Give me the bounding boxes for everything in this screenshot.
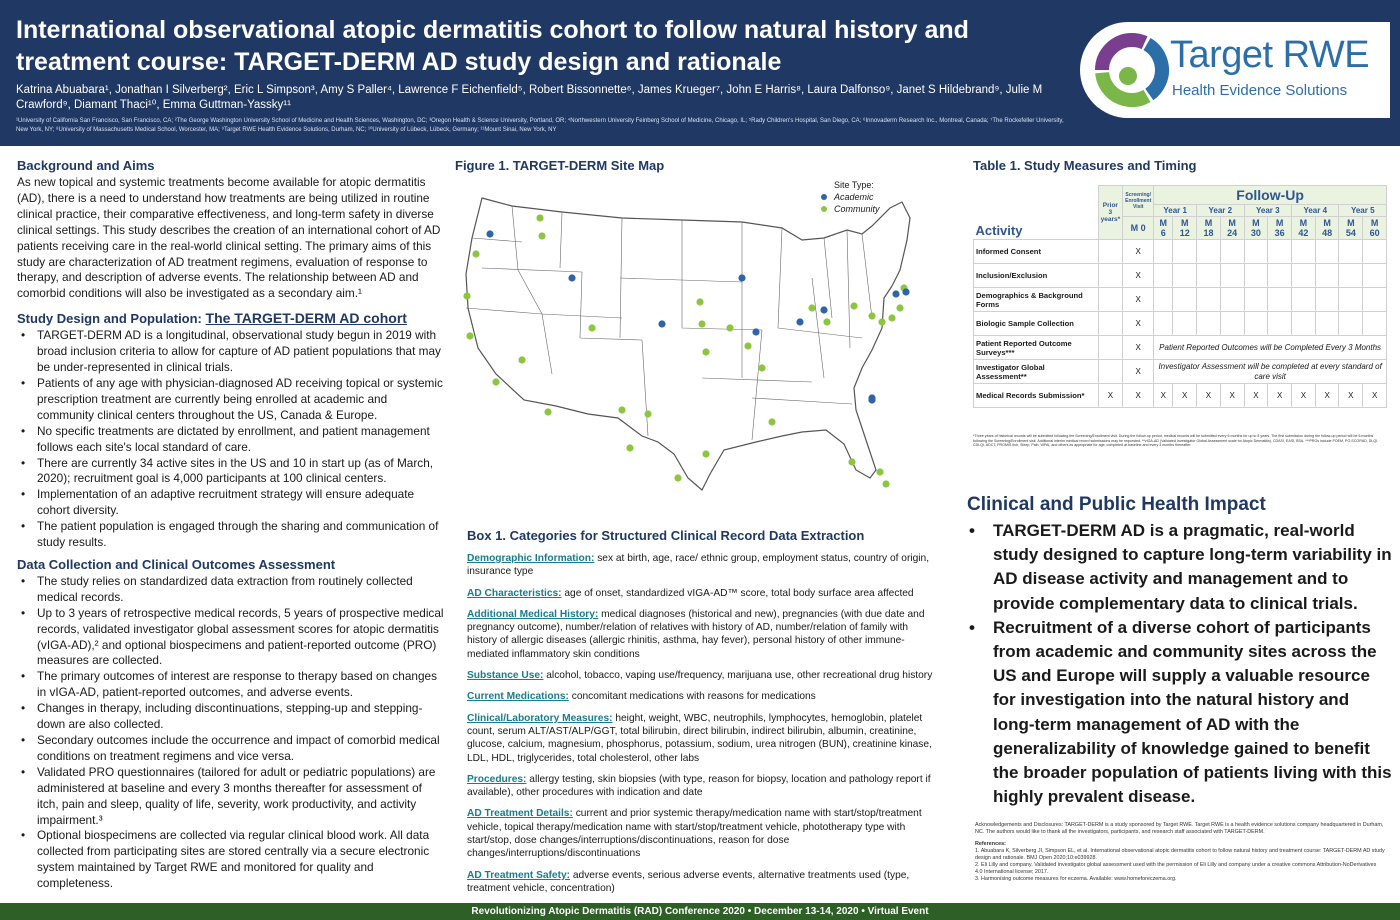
reference-item: 3. Harmonising outcome measures for eczema. Available: www.homeforeczema.org. (975, 876, 1177, 882)
design-heading-text: Study Design and Population: (17, 311, 202, 327)
community-site-marker (758, 364, 765, 371)
table-cell: X (1123, 384, 1154, 408)
box1-item-value: allergy testing, skin biopsies (with type, reason for biopsy, location and pathology report if available), other procedures with indication and date (467, 773, 931, 799)
table-cell (1315, 240, 1339, 264)
table-cell (1154, 288, 1173, 312)
legend-community-dot (821, 206, 827, 212)
month-header: M 60 (1363, 217, 1387, 240)
month-header: M 36 (1268, 217, 1292, 240)
table-cell (1363, 264, 1387, 288)
table-cell (1098, 360, 1123, 384)
collection-bullet: • The study relies on standardized data extraction from routinely collected medical records. (17, 574, 445, 606)
table-cell: X (1363, 384, 1387, 408)
table-cell: Inclusion/Exclusion (974, 264, 1099, 288)
background-heading: Background and Aims (17, 158, 155, 173)
impact-bullet: • Recruitment of a diverse cohort of participants from academic and community sites across the US and Europe will supply a valuable resource for investigation into the natural history and long-term management of AD with the generalizability of knowledge gained to benefit the broader population of patients living with this highly prevalent disease. (967, 616, 1392, 810)
table-cell: X (1123, 264, 1154, 288)
activity-header: Activity (975, 223, 1023, 238)
academic-site-marker (738, 274, 745, 281)
table-cell (1154, 264, 1173, 288)
box1-item-value: medical diagnoses (historical and new), pregnancies (with due date and pregnancy outcome), number/relation of relatives with history of AD, number/relation of family with history of allergic diseases (allergic rhinitis, asthma, hay fever), personal history of other immune-mediated inflammatory skin conditions (467, 608, 925, 660)
screening-header: Screening/ Enrollment Visit (1123, 186, 1154, 217)
month-header: M 0 (1123, 217, 1154, 240)
legend-community: Community (834, 204, 880, 214)
table-cell: X (1123, 336, 1154, 360)
community-site-marker (696, 298, 703, 305)
table-row (974, 240, 1387, 264)
table-body (974, 240, 1387, 408)
table-cell (1363, 312, 1387, 336)
table-cell: Patient Reported Outcome Surveys*** (974, 336, 1099, 360)
community-site-marker (472, 250, 479, 257)
logo-mark-icon (1092, 30, 1172, 110)
table-cell (1173, 240, 1197, 264)
box1-item (467, 712, 937, 765)
design-bullets (17, 328, 445, 551)
table-row (974, 384, 1387, 408)
logo-name: Target RWE (1170, 34, 1370, 76)
academic-site-marker (868, 394, 875, 401)
background-text: As new topical and systemic treatments become available for atopic dermatitis (AD), there is a need to understand how treatments are being utilized in routine clinical practice, their comparative effectiveness, and long-term safety in diverse clinical settings. This study describes the creation of an international cohort of AD patients receiving care in the real-world clinical setting. The primary aims of this study are characterization of AD treatment regimens, evaluation of response to therapy, and description of adverse events. The relationship between AD and comorbid conditions will also be investigated as a secondary aim.¹ (17, 175, 441, 301)
academic-site-marker (796, 318, 803, 325)
community-site-marker (518, 356, 525, 363)
table-cell (1098, 288, 1123, 312)
collection-bullet: • Optional biospecimens are collected via regular clinical blood work. All data collected from participating sites are stored centrally via a secure electronic system maintained by Target RWE and monitored for quality and completeness. (17, 828, 445, 892)
month-header: M 18 (1197, 217, 1221, 240)
community-site-marker (868, 312, 875, 319)
box1-content (467, 552, 937, 903)
table-cell (1315, 312, 1339, 336)
month-header: M 42 (1292, 217, 1316, 240)
box1-item-value: current and prior systemic therapy/medication name with start/stop/treatment vehicle, topical therapy/medication name with start/stop/treatment vehicle, phototherapy type with start/stop, dose changes/interruptions/discontinuations, reason for dose changes/interruptions/discontinuations (467, 808, 922, 860)
footer-bar: Revolutionizing Atopic Dermatitis (RAD) Conference 2020 • December 13-14, 2020 • Virtual Event (0, 903, 1400, 920)
reference-item: 2. Eli Lilly and company. Validated investigator global assessment used with the permission of Eli Lilly and company under a creative commons Attribution-NoDerivatives 4.0 International license; 2017. (975, 862, 1377, 875)
us-map-outline (466, 198, 910, 490)
table-cell (1339, 312, 1363, 336)
table-cell (1173, 288, 1197, 312)
box1-item (467, 807, 937, 860)
design-heading (17, 310, 445, 326)
collection-bullet: • The primary outcomes of interest are response to therapy based on changes in vIGA-AD, patient-reported outcomes, and adverse events. (17, 669, 445, 701)
box1-item-key: Demographic Information: (467, 553, 595, 564)
impact-title: Clinical and Public Health Impact (967, 494, 1266, 515)
academic-site-marker (902, 288, 909, 295)
community-site-marker (698, 320, 705, 327)
month-header: M 48 (1315, 217, 1339, 240)
box1-item (467, 690, 937, 703)
box1-item-value: age of onset, standardized vIGA-AD™ score, total body surface area affected (561, 587, 914, 599)
table-cell: Medical Records Submission* (974, 384, 1099, 408)
community-site-marker (626, 444, 633, 451)
box1-item (467, 869, 937, 896)
affiliations: ¹University of California San Francisco, San Francisco, CA; ²The George Washington University School of Medicine and Health Sciences, Washington, DC; ³Oregon Health & Science University, Portland, OR; ⁴Northwestern University Feinberg School of Medicine, Chicago, IL; ⁵Rady Children's Hospital, San Diego, CA; ⁶Innovaderm Research Inc., Montreal, Canada; ⁷The Rockefeller University, New York, NY; ⁸University of Massachusetts Medical School, Worcester, MA; ⁹Target RWE Health Evidence Solutions, Durham, NC; ¹⁰University of Lübeck, Lübeck, Germany; ¹¹Mount Sinai, New York, NY (16, 118, 1064, 133)
month-header: M 24 (1220, 217, 1244, 240)
year-header: Year 2 (1197, 205, 1244, 217)
table-row (974, 288, 1387, 312)
community-site-marker (888, 314, 895, 321)
table-cell (1098, 336, 1123, 360)
community-site-marker (896, 304, 903, 311)
box1-item-value: height, weight, WBC, neutrophils, lymphocytes, hemoglobin, platelet count, serum ALT/AST/ALP/GGT, total bilirubin, direct bilirubin, indirect bilirubin, albumin, creatinine, glucose, calcium, magnesium, phosphorus, potassium, sodium, urea nitrogen (BUN), creatinine kinase, LDL, HDL, triglycerides, total cholesterol, other labs (467, 712, 932, 764)
community-site-marker (726, 324, 733, 331)
table-cell (1173, 264, 1197, 288)
month-header: M 30 (1244, 217, 1268, 240)
prior-header: Prior 3 years* (1098, 186, 1123, 240)
community-site-marker (823, 318, 830, 325)
table-cell: X (1315, 384, 1339, 408)
table-cell (1154, 240, 1173, 264)
table-cell: X (1268, 384, 1292, 408)
followup-header: Follow-Up (1154, 186, 1387, 205)
table-cell: X (1123, 360, 1154, 384)
table-cell (1154, 312, 1173, 336)
author-list: Katrina Abuabara¹, Jonathan I Silverberg², Eric L Simpson³, Amy S Paller⁴, Lawrence F Eichenfield⁵, Robert Bissonnette⁶, James Krueger⁷, John E Harris⁸, Laura Dalfonso⁹, Janet S Hildebrand⁹, Julie M Crawford⁹, Diamant Thaci¹⁰, Emma Guttman-Yassky¹¹ (16, 84, 1043, 111)
box1-item-key: Clinical/Laboratory Measures: (467, 712, 613, 724)
box1-item-value: alcohol, tobacco, vaping use/frequency, marijuana use, other recreational drug history (543, 670, 933, 682)
acknowledgements (975, 822, 1385, 883)
community-site-marker (882, 480, 889, 487)
table-cell: Investigator Global Assessment** (974, 360, 1099, 384)
academic-site-marker (892, 290, 899, 297)
community-site-marker (536, 214, 543, 221)
logo-tagline: Health Evidence Solutions (1172, 82, 1348, 99)
community-site-marker (588, 324, 595, 331)
table-cell: X (1154, 384, 1173, 408)
table-cell (1220, 240, 1244, 264)
collection-bullets (17, 574, 445, 892)
table-cell (1363, 240, 1387, 264)
table-cell: X (1123, 312, 1154, 336)
poster-header (0, 0, 1400, 146)
box1-item-key: Current Medications: (467, 691, 569, 703)
community-site-marker (618, 406, 625, 413)
design-bullet: • There are currently 34 active sites in the US and 10 in start up (as of March, 2020); recruitment goal is 4,000 participants at 100 clinical centers. (17, 456, 445, 488)
community-site-marker (808, 304, 815, 311)
table-cell (1220, 264, 1244, 288)
figure-title: Figure 1. TARGET-DERM Site Map (455, 158, 665, 173)
collection-heading: Data Collection and Clinical Outcomes Assessment (17, 556, 336, 572)
table-cell: X (1339, 384, 1363, 408)
table-cell (1197, 312, 1221, 336)
table-note: *Three years of historical records will be submitted following the Screening/Enrollment visit. During the follow-up period, medical records will be submitted every 6 months for up to 5 years. The first submission during the follow-up period will be 6 months following the Screening/Enrollment visit. Additional interim medical record submissions may be requested. **vIGA-AD (Validated Investigator Global Assessment scale for Atopic Dermatitis), CDASI, EASI, BSA. ***PROs include POEM, PO-SCORAD, DLQI, CDLQI, ADCT, PROMIS Itch, Sleep, Pain, WPAI, and others as appropriate for age; completed at baseline and every 3 months thereafter. (973, 434, 1379, 448)
community-site-marker (768, 418, 775, 425)
box1-item-key: Substance Use: (467, 670, 544, 682)
table-cell (1292, 288, 1316, 312)
year-header: Year 4 (1292, 205, 1339, 217)
box1-item (467, 552, 937, 579)
academic-site-marker (820, 306, 827, 313)
community-site-marker (544, 408, 551, 415)
table-cell: Investigator Assessment will be completed at every standard of care visit (1154, 360, 1387, 384)
table-cell (1197, 240, 1221, 264)
community-site-marker (644, 410, 651, 417)
table-cell (1098, 264, 1123, 288)
table-cell (1197, 264, 1221, 288)
table-cell (1220, 288, 1244, 312)
table-cell (1098, 312, 1123, 336)
reference-item: 1. Abuabara K, Silverberg JI, Simpson EL, et al. International observational atopic dermatitis cohort to follow natural history and treatment course: TARGET-DERM AD study design and rationale. BMJ Open 2020;10:e039928. (975, 848, 1385, 861)
design-bullet: • No specific treatments are dictated by enrollment, and patient management follows each site's local standard of care. (17, 424, 445, 456)
year-header: Year 1 (1154, 205, 1197, 217)
table-cell (1173, 312, 1197, 336)
month-header: M 54 (1339, 217, 1363, 240)
box1-item-value: adverse events, serious adverse events, alternative treatments used (type, treatment vehicle, concentration) (467, 869, 910, 894)
references-list (975, 848, 1385, 883)
box1-title: Box 1. Categories for Structured Clinical Record Data Extraction (467, 528, 865, 543)
table-cell: Patient Reported Outcomes will be Completed Every 3 Months (1154, 336, 1387, 360)
community-site-marker (466, 332, 473, 339)
box1-item-key: AD Characteristics: (467, 587, 562, 599)
month-header: M 12 (1173, 217, 1197, 240)
impact-bullet: • TARGET-DERM AD is a pragmatic, real-world study designed to capture long-term variability in AD disease activity and management and to provide complementary data to clinical trials. (967, 519, 1392, 616)
box1-item (467, 587, 937, 600)
table-cell (1268, 240, 1292, 264)
community-site-marker (876, 468, 883, 475)
box1-item (467, 773, 937, 800)
ack-text: Acknowledgements and Disclosures: TARGET-DERM is a study sponsored by Target RWE. Target RWE is a health evidence solutions company headquartered in Durham, NC. The authors would like to thank all the investigators, participants, and research staff associated with TARGET-DERM. (975, 822, 1384, 835)
table-cell: X (1123, 240, 1154, 264)
community-site-marker (674, 474, 681, 481)
community-site-marker (463, 292, 470, 299)
community-site-marker (702, 450, 709, 457)
community-site-marker (848, 458, 855, 465)
table-cell (1292, 240, 1316, 264)
year-header: Year 5 (1339, 205, 1387, 217)
box1-item (467, 669, 937, 682)
collection-bullet: • Validated PRO questionnaires (tailored for adult or pediatric populations) are administered at baseline and every 3 months thereafter for assessment of itch, pain and sleep, quality of life, severity, work productivity, and activity impairment.³ (17, 765, 445, 829)
table-cell (1339, 264, 1363, 288)
table-cell: X (1220, 384, 1244, 408)
table-cell (1098, 240, 1123, 264)
table-cell (1292, 312, 1316, 336)
table-row (974, 360, 1387, 384)
table-cell: X (1098, 384, 1123, 408)
poster-title: International observational atopic dermatitis cohort to follow natural history and treatment course: TARGET-DERM AD study design and rationale (16, 16, 969, 76)
table-cell: Demographics & Background Forms (974, 288, 1099, 312)
table-cell (1268, 288, 1292, 312)
table-cell: X (1123, 288, 1154, 312)
academic-site-marker (752, 328, 759, 335)
design-bullet: • The patient population is engaged through the sharing and communication of study results. (17, 519, 445, 551)
academic-site-marker (486, 230, 493, 237)
table-row (974, 264, 1387, 288)
target-rwe-logo (1080, 22, 1390, 118)
box1-item-key: AD Treatment Safety: (467, 869, 571, 881)
table-cell (1268, 264, 1292, 288)
table-cell (1315, 264, 1339, 288)
design-bullet: • Implementation of an adaptive recruitment strategy will ensure adequate cohort diversity. (17, 487, 445, 519)
table-cell (1244, 264, 1268, 288)
table-cell: X (1292, 384, 1316, 408)
community-site-marker (702, 348, 709, 355)
table-cell (1197, 288, 1221, 312)
table-cell (1315, 288, 1339, 312)
table-cell (1244, 288, 1268, 312)
table-cell (1339, 240, 1363, 264)
table-row (974, 312, 1387, 336)
box1-item-value: sex at birth, age, race/ ethnic group, employment status, country of origin, insurance type (467, 553, 930, 578)
table-cell (1268, 312, 1292, 336)
box1-item-key: AD Treatment Details: (467, 808, 573, 820)
community-site-marker (744, 342, 751, 349)
year-header: Year 3 (1244, 205, 1291, 217)
study-measures-table (973, 185, 1387, 408)
community-site-marker (850, 302, 857, 309)
box1-item (467, 608, 937, 661)
legend-academic: Academic (834, 192, 874, 202)
legend-title: Site Type: (834, 180, 874, 190)
table-cell (1244, 312, 1268, 336)
table1-title: Table 1. Study Measures and Timing (973, 158, 1197, 173)
cohort-link[interactable]: The TARGET-DERM AD cohort (205, 310, 407, 327)
table-cell (1292, 264, 1316, 288)
month-header: M 6 (1154, 217, 1173, 240)
table-cell: X (1244, 384, 1268, 408)
site-map (452, 178, 950, 498)
table-row (974, 336, 1387, 360)
academic-site-marker (658, 320, 665, 327)
table-cell (1363, 288, 1387, 312)
academic-site-marker (568, 274, 575, 281)
box1-item-key: Additional Medical History: (467, 608, 599, 620)
table-cell: Informed Consent (974, 240, 1099, 264)
table-cell: X (1197, 384, 1221, 408)
table-cell (1339, 288, 1363, 312)
design-bullet: • TARGET-DERM AD is a longitudinal, observational study begun in 2019 with broad inclusion criteria to allow for capture of AD patient populations that may be under-represented in clinical trials. (17, 328, 445, 376)
table-cell (1220, 312, 1244, 336)
collection-bullet: • Secondary outcomes include the occurrence and impact of comorbid medical conditions on treatment regimens and vice versa. (17, 733, 445, 765)
legend-academic-dot (821, 194, 827, 200)
community-site-marker (492, 378, 499, 385)
table-cell: Biologic Sample Collection (974, 312, 1099, 336)
community-site-marker (538, 232, 545, 239)
left-column (17, 158, 445, 892)
table-cell (1244, 240, 1268, 264)
box1-item-value: concomitant medications with reasons for medications (568, 691, 816, 703)
collection-bullet: • Up to 3 years of retrospective medical records, 5 years of prospective medical records, validated investigator global assessment scores for atopic dermatitis (vIGA-AD),² and optional biospecimens and patient-reported outcome (PRO) measures are collected. (17, 606, 445, 670)
collection-bullet: • Changes in therapy, including discontinuations, stepping-up and stepping-down are also collected. (17, 701, 445, 733)
references-heading: References: (975, 841, 1006, 847)
design-bullet: • Patients of any age with physician-diagnosed AD receiving topical or systemic prescription treatment are currently being enrolled at academic and community clinical centers throughout the US, Canada & Europe. (17, 376, 445, 424)
box1-item-key: Procedures: (467, 773, 527, 785)
impact-bullets (967, 519, 1392, 809)
community-site-marker (878, 318, 885, 325)
table-cell: X (1173, 384, 1197, 408)
